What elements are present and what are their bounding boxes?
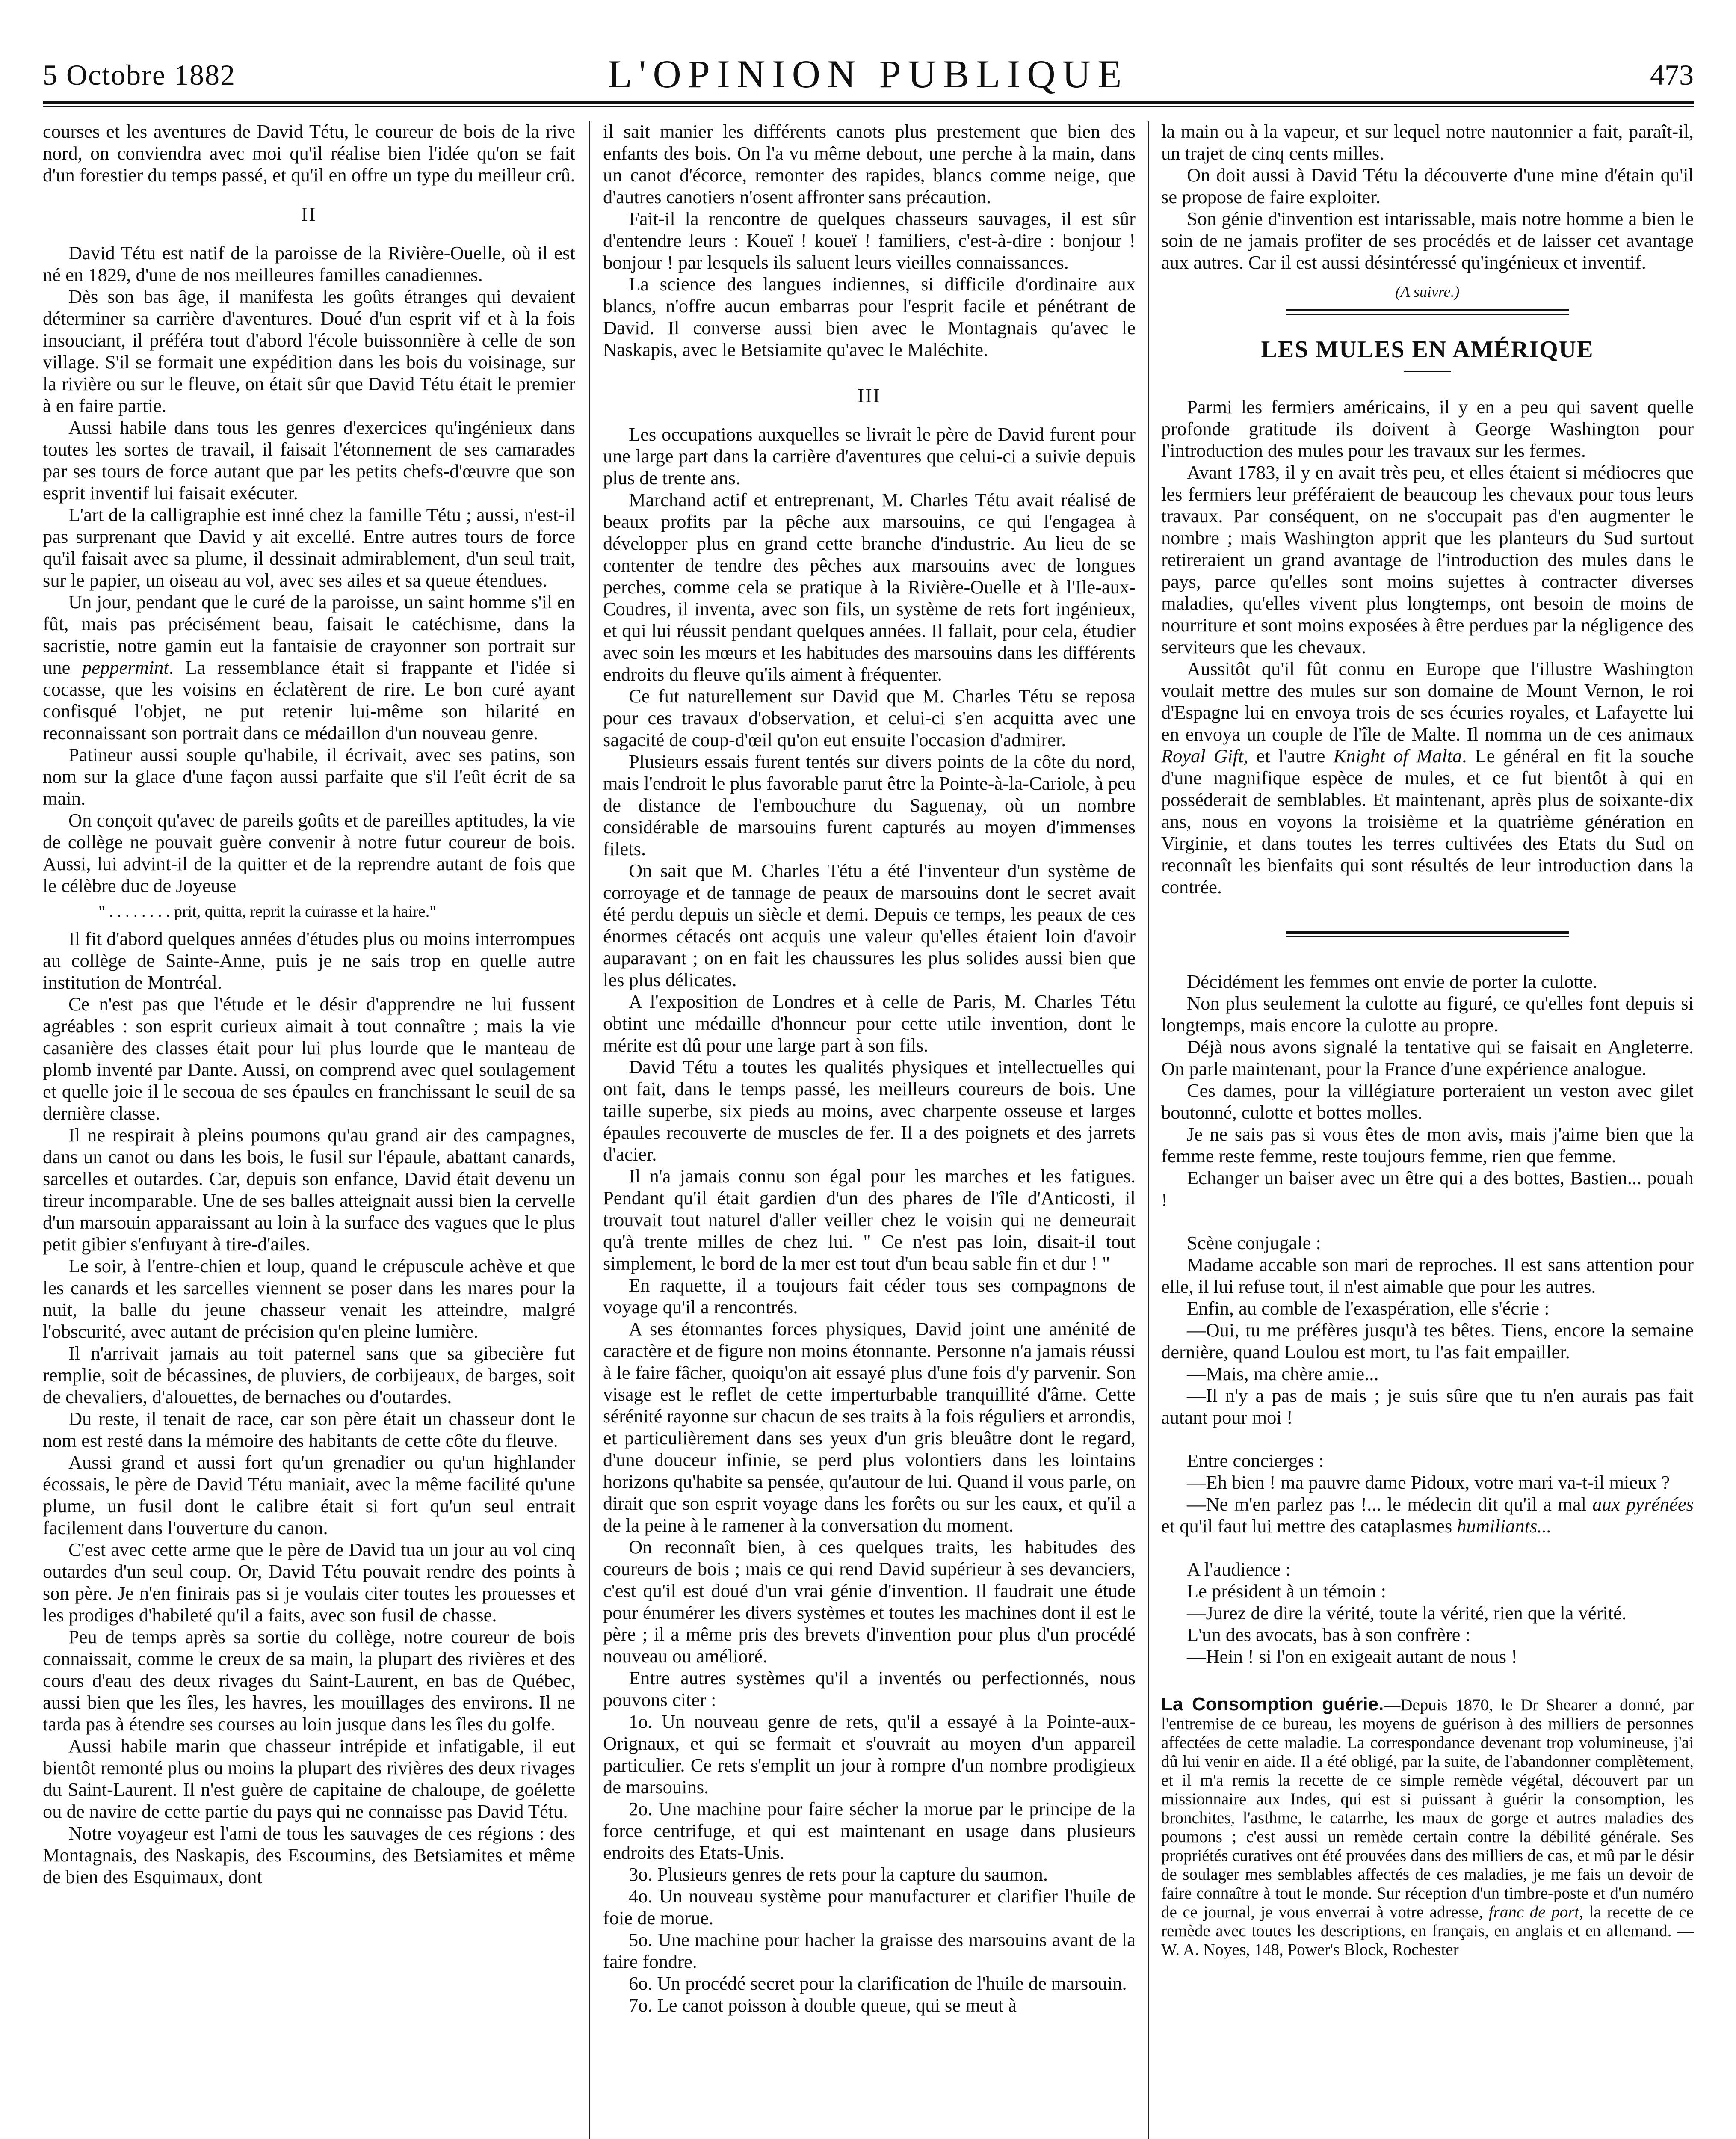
section-heading: II bbox=[301, 203, 317, 225]
paragraph: —Oui, tu me préfères jusqu'à tes bêtes. Tiens, encore la semaine dernière, quand Loulou est mort, tu l'as fait empailler. bbox=[1161, 1319, 1694, 1363]
verse-quote: " . . . . . . . . prit, quitta, reprit la cuirasse et la haire." bbox=[98, 903, 436, 921]
paragraph: Parmi les fermiers américains, il y en a peu qui savent quelle profonde gratitude ils doivent à George Washington pour l'introduction des mules pour les travaux sur les fermes. bbox=[1161, 396, 1694, 461]
masthead bbox=[43, 51, 1694, 107]
list-item: 5o. Une machine pour hacher la graisse des marsouins avant de la faire fondre. bbox=[603, 1929, 1136, 1972]
paragraph: la main ou à la vapeur, et sur lequel notre nautonnier a fait, paraît-il, un trajet de cinq cents milles. bbox=[1161, 121, 1694, 164]
paragraph: L'un des avocats, bas à son confrère : bbox=[1187, 1624, 1470, 1645]
italic-word: aux pyrénées bbox=[1592, 1493, 1694, 1515]
italic-name: Knight of Malta bbox=[1333, 745, 1462, 767]
column-divider bbox=[589, 121, 590, 2139]
paragraph: Du reste, il tenait de race, car son père était un chasseur dont le nom est resté dans la mémoire des habitants de cette côte du fleuve. bbox=[43, 1408, 575, 1451]
italic-word: humiliants... bbox=[1457, 1515, 1552, 1537]
ad-title: La Consomption guérie. bbox=[1161, 1694, 1384, 1715]
paragraph: Ce n'est pas que l'étude et le désir d'apprendre ne lui fussent agréables : son esprit curieux aimait à tout connaître ; mais la vie casanière des classes était pour lui plus lourde que le manteau de plomb inventé par Dante. Aussi, on comprend avec quel soulagement et quelle joie il le secoua de ses épaules en franchissant le seuil de sa dernière classe. bbox=[43, 993, 575, 1124]
article-separator-thin bbox=[1286, 314, 1569, 315]
paragraph: Il ne respirait à pleins poumons qu'au grand air des campagnes, dans un canot ou dans les bois, le fusil sur l'épaule, abattant canards, sarcelles et outardes. Car, depuis son enfance, David était devenu un tireur incomparable. Une de ses balles atteignait aussi bien la cervelle d'un marsouin apparaissant au loin à la surface des vagues que le plus petit gibier s'enfuyant à tire-d'ailes. bbox=[43, 1124, 575, 1255]
paragraph bbox=[43, 591, 575, 744]
text-run: Aussitôt qu'il fût connu en Europe que l'illustre Washington voulait mettre des mules sur son domaine de Mount Vernon, le roi d'Espagne lui en envoya trois de ses écuries royales, et Lafayette lui en envoya un couple de l'île de Malte. Il nomma un de ces animaux bbox=[1161, 658, 1694, 745]
paragraph: On conçoit qu'avec de pareils goûts et de pareilles aptitudes, la vie de collège ne pouvait guère convenir à notre futur coureur de bois. Aussi, lui advint-il de la quitter et de la reprendre autant de fois que le célèbre duc de Joyeuse bbox=[43, 809, 575, 896]
column-2 bbox=[603, 121, 1136, 2139]
paragraph: Marchand actif et entreprenant, M. Charles Tétu avait réalisé de beaux profits par la pêche aux marsouins, ce qui l'engagea à développer plus en grand cette branche d'industrie. Au lieu de se contenter de tendre des pêches aux marsouins avec de longues perches, comme cela se pratique à la Rivière-Ouelle et à l'Ile-aux-Coudres, il inventa, avec son fils, un système de rets fort ingénieux, et qui lui réussit pendant quelques années. Il fallait, pour cela, étudier avec soin les mœurs et les habitudes des marsouins dans les différents endroits du fleuve qu'ils aiment à fréquenter. bbox=[603, 489, 1136, 685]
paragraph: Patineur aussi souple qu'habile, il écrivait, avec ses patins, son nom sur la glace d'une façon aussi parfaite que s'il l'eût écrit de sa main. bbox=[43, 744, 575, 809]
paragraph: Plusieurs essais furent tentés sur divers points de la côte du nord, mais l'endroit le plus favorable parut être la Pointe-à-la-Cariole, à peu de distance de l'embouchure du Saguenay, où un nombre considérable de marsouins furent capturés au moyen d'immenses filets. bbox=[603, 751, 1136, 859]
text-run: et qu'il faut lui mettre des cataplasmes bbox=[1161, 1515, 1457, 1537]
paragraph: C'est avec cette arme que le père de David tua un jour au vol cinq outardes d'un seul coup. Or, David Tétu pouvait rendre des points à son père. Je n'en finirais pas si je voulais citer toutes les prouesses et les prodiges d'habileté qu'il a faits, avec son fusil de chasse. bbox=[43, 1539, 575, 1626]
column-divider bbox=[1148, 121, 1149, 2139]
paragraph: Il fit d'abord quelques années d'études plus ou moins interrompues au collège de Sainte-Anne, puis je ne sais trop en quelle autre institution de Montréal. bbox=[43, 928, 575, 993]
column-3 bbox=[1161, 121, 1694, 2139]
paragraph: —Eh bien ! ma pauvre dame Pidoux, votre mari va-t-il mieux ? bbox=[1187, 1472, 1670, 1493]
paragraph: Scène conjugale : bbox=[1187, 1232, 1321, 1253]
text-run: . La ressemblance était si frappante et l'idée si cocasse, que les voisins en éclatèrent de rire. Le bon curé ayant confisqué l'objet, ne put retenir lui-même son hilarité en reconnaissant son portrait dans ce médaillon d'un nouveau genre. bbox=[43, 657, 575, 744]
column-1 bbox=[43, 121, 575, 2139]
paragraph: A l'exposition de Londres et à celle de Paris, M. Charles Tétu obtint une médaille d'honneur pour cette utile invention, dont le mérite est dû pour une large part à son fils. bbox=[603, 991, 1136, 1056]
article-separator bbox=[1286, 309, 1569, 311]
section-heading: III bbox=[858, 385, 881, 406]
masthead-rule-thin bbox=[43, 106, 1694, 107]
paragraph: Aussi habile marin que chasseur intrépide et infatigable, il eut bientôt remonté plus ou moins la plupart des rivières des deux rivages du Saint-Laurent. Il n'est guère de capitaine de chaloupe, de goélette ou de navire de cette partie du pays qui ne connaisse pas David Tétu. bbox=[43, 1735, 575, 1822]
article-separator bbox=[1286, 931, 1569, 934]
paragraph: David Tétu est natif de la paroisse de la Rivière-Ouelle, où il est né en 1829, d'une de nos meilleures familles canadiennes. bbox=[43, 242, 575, 285]
paragraph bbox=[1161, 1493, 1694, 1537]
text-run: . Le général en fit la souche d'une magnifique espèce de mules, et ce fut bientôt à qui en posséderait de semblables. Et maintenant, après plus de soixante-dix ans, nous en voyons la troisième et la quatrième génération en Virginie, et dans toutes les terres cultivées des Etats du Sud on reconnaît les bienfaits qui sont résultés de leur introduction dans la contrée. bbox=[1161, 745, 1694, 898]
article-title: LES MULES EN AMÉRIQUE bbox=[1261, 336, 1594, 363]
to-be-continued: (A suivre.) bbox=[1395, 283, 1460, 300]
paragraph: —Il n'y a pas de mais ; je suis sûre que tu n'en aurais pas fait autant pour moi ! bbox=[1161, 1385, 1694, 1428]
paragraph: Dès son bas âge, il manifesta les goûts étranges qui devaient déterminer sa carrière d'aventures. Doué d'un esprit vif et à la fois insouciant, il préféra tout d'abord l'école buissonnière à celle de son village. S'il se formait une expédition dans les bois du voisinage, sur la rivière ou sur le fleuve, on était sûr que David Tétu était le premier à en faire partie. bbox=[43, 286, 575, 416]
text-run: , et l'autre bbox=[1243, 745, 1334, 767]
paragraph: Son génie d'invention est intarissable, mais notre homme a bien le soin de ne jamais profiter de ses procédés et de laisser cet avantage aux autres. Car il est aussi désintéressé qu'ingénieux et inventif. bbox=[1161, 208, 1694, 273]
paragraph: L'art de la calligraphie est inné chez la famille Tétu ; aussi, n'est-il pas surprenant que David y ait excellé. Entre autres tours de force qu'il faisait avec sa plume, il dessinait admirablement, d'un seul trait, sur le papier, un oiseau au vol, avec ses ailes et sa queue étendues. bbox=[43, 504, 575, 591]
text-run: Un jour, pendant que le curé de la paroisse, un saint homme s'il en fût, mais pas précisément beau, faisait le catéchisme, dans la sacristie, notre gamin eut la fantaisie de crayonner son portrait sur une bbox=[43, 591, 575, 678]
list-item: 3o. Plusieurs genres de rets pour la capture du saumon. bbox=[629, 1863, 1048, 1885]
paragraph: Ces dames, pour la villégiature porteraient un veston avec gilet boutonné, culotte et bottes molles. bbox=[1161, 1080, 1694, 1123]
paragraph: A l'audience : bbox=[1187, 1558, 1291, 1580]
advertisement bbox=[1161, 1695, 1694, 1959]
paragraph: Echanger un baiser avec un être qui a des bottes, Bastien... pouah ! bbox=[1161, 1167, 1694, 1210]
paragraph bbox=[1161, 658, 1694, 898]
paragraph: Aussi grand et aussi fort qu'un grenadier ou qu'un highlander écossais, le père de David Tétu maniait, avec la même facilité qu'une plume, un fusil dont le calibre était si fort qu'un seul entrait facilement dans l'ouverture du canon. bbox=[43, 1452, 575, 1538]
italic-word: peppermint bbox=[82, 657, 169, 678]
paragraph: —Jurez de dire la vérité, toute la vérité, rien que la vérité. bbox=[1187, 1602, 1627, 1624]
paragraph: Il n'arrivait jamais au toit paternel sans que sa gibecière fut remplie, soit de bécassines, de pluviers, de corbijeaux, de barges, soit de chevaliers, d'alouettes, de bernaches ou d'outardes. bbox=[43, 1342, 575, 1407]
text-run: —Depuis 1870, le Dr Shearer a donné, par l'entremise de ce bureau, les moyens de guérison à des milliers de personnes affectées de cette maladie. La correspondance devenant trop volumineuse, j'ai dû lui venir en aide. Il a été obligé, par la suite, de l'abandonner complètement, et il m'a remis la recette de ce simple remède végétal, découvert par un missionnaire aux Indes, qui est si puissant à guérir la consomption, les bronchites, l'asthme, le catarrhe, les maux de gorge et autres maladies des poumons ; c'est aussi un remède certain contre la débilité générale. Ses propriétés curatives ont été prouvées dans des milliers de cas, et mû par le désir de soulager mes semblables affectés de ces maladies, je me fais un devoir de faire connaître à tout le monde. Sur réception d'un timbre-poste et d'un numéro de ce journal, je vous enverrai à votre adresse, bbox=[1161, 1696, 1694, 1921]
paragraph: Aussi habile dans tous les genres d'exercices qu'ingénieux dans toutes les sortes de travail, il faisait l'étonnement de ses camarades par ses tours de force autant que par les petits chefs-d'œuvre que son esprit inventif lui faisait exécuter. bbox=[43, 417, 575, 504]
paragraph: Fait-il la rencontre de quelques chasseurs sauvages, il est sûr d'entendre leurs : Koueï ! koueï ! familiers, c'est-à-dire : bonjour ! bonjour ! par lesquels ils saluent leurs vieilles connaissances. bbox=[603, 208, 1136, 273]
paragraph: —Mais, ma chère amie... bbox=[1187, 1363, 1379, 1384]
paragraph: Décidément les femmes ont envie de porter la culotte. bbox=[1187, 971, 1598, 992]
paragraph: En raquette, il a toujours fait céder tous ses compagnons de voyage qu'il a rencontrés. bbox=[603, 1274, 1136, 1318]
paragraph: Avant 1783, il y en avait très peu, et elles étaient si médiocres que les fermiers leur préféraient de beaucoup les chevaux pour tous leurs travaux. Par conséquent, on ne s'occupait pas d'en augmenter le nombre ; mais Washington apprit que les planteurs du Sud surtout retireraient un grand avantage de l'introduction des mules dans le pays, parce qu'elles sont moins sujettes à contracter diverses maladies, qu'elles vivent plus longtemps, ont besoin de moins de nourriture et sont moins exposées à être perdues par la négligence des serviteurs que les chevaux. bbox=[1161, 462, 1694, 658]
masthead-rule bbox=[43, 101, 1694, 104]
list-item: 1o. Un nouveau genre de rets, qu'il a essayé à la Pointe-aux-Orignaux, et qui se fermait et s'ouvrait au moyen d'un appareil particulier. Ce rets s'emplit un jour à rompre d'un nombre prodigieux de marsouins. bbox=[603, 1711, 1136, 1798]
paragraph: courses et les aventures de David Tétu, le coureur de bois de la rive nord, on conviendra avec moi qu'il réalise bien l'idée qu'on se fait d'un forestier du temps passé, et qu'il en offre un type du meilleur crû. bbox=[43, 121, 575, 186]
paragraph: Le président à un témoin : bbox=[1187, 1580, 1386, 1602]
paragraph: Le soir, à l'entre-chien et loup, quand le crépuscule achève et que les canards et les sarcelles viennent se poser dans les mares pour la nuit, la balle du jeune chasseur venait les atteindre, malgré l'obscurité, avec autant de précision qu'en pleine lumière. bbox=[43, 1255, 575, 1342]
page-number: 473 bbox=[1650, 59, 1694, 91]
list-item: 2o. Une machine pour faire sécher la morue par le principe de la force centrifuge, et qui est maintenant en usage dans plusieurs endroits des Etats-Unis. bbox=[603, 1798, 1136, 1863]
paragraph: Entre autres systèmes qu'il a inventés ou perfectionnés, nous pouvons citer : bbox=[603, 1667, 1136, 1710]
paragraph: Notre voyageur est l'ami de tous les sauvages de ces régions : des Montagnais, des Naskapis, des Escoumins, des Betsiamites et même de bien des Esquimaux, dont bbox=[43, 1822, 575, 1887]
paragraph: David Tétu a toutes les qualités physiques et intellectuelles qui ont fait, dans le temps passé, les meilleurs coureurs de bois. Une taille superbe, six pieds au moins, avec charpente osseuse et larges épaules recouverte de muscles de fer. Il a des poignets et des jarrets d'acier. bbox=[603, 1056, 1136, 1165]
paragraph: A ses étonnantes forces physiques, David joint une aménité de caractère et de figure non moins étonnante. Personne n'a jamais réussi à le faire fâcher, quoiqu'on ait essayé plus d'une fois d'y parvenir. Son visage est le reflet de cette imperturbable tranquillité d'âme. Cette sérénité rayonne sur chacun de ses traits à la fois réguliers et arrondis, et particulièrement dans ses yeux d'un gris bleuâtre dont le regard, d'une douceur infinie, se perd plus volontiers dans les lointains horizons qu'habite sa pensée, qu'autour de lui. Quand il vous parle, on dirait que son esprit voyage dans les forêts ou sur les eaux, et qu'il a de la peine à le ramener à la conversation du moment. bbox=[603, 1318, 1136, 1536]
list-item: 4o. Un nouveau système pour manufacturer et clarifier l'huile de foie de morue. bbox=[603, 1885, 1136, 1929]
list-item: 7o. Le canot poisson à double queue, qui se meut à bbox=[629, 1994, 1017, 2016]
italic-word: franc de port bbox=[1488, 1903, 1579, 1921]
paragraph: il sait manier les différents canots plus prestement que bien des enfants des bois. On l'a vu même debout, une perche à la main, dans un canot d'écorce, remonter des rapides, blancs comme neige, que d'autres canotiers n'osent affronter sans précaution. bbox=[603, 121, 1136, 207]
paragraph: Ce fut naturellement sur David que M. Charles Tétu se reposa pour ces travaux d'observation, et celui-ci s'en acquitta avec une sagacité de coup-d'œil qu'on eut ensuite l'occasion d'admirer. bbox=[603, 685, 1136, 750]
title-rule bbox=[1404, 371, 1451, 372]
paragraph: Je ne sais pas si vous êtes de mon avis, mais j'aime bien que la femme reste femme, reste toujours femme, rien que femme. bbox=[1161, 1123, 1694, 1167]
issue-date: 5 Octobre 1882 bbox=[43, 59, 236, 91]
paragraph: Enfin, au comble de l'exaspération, elle s'écrie : bbox=[1187, 1298, 1550, 1319]
paragraph: On sait que M. Charles Tétu a été l'inventeur d'un système de corroyage et de tannage de peaux de marsouins dont le secret avait été perdu depuis un siècle et demi. Depuis ce temps, les peaux de ces énormes cétacés ont acquis une valeur qu'elles étaient loin d'avoir auparavant ; on en fait les chaussures les plus solides aussi bien que les plus délicates. bbox=[603, 860, 1136, 990]
paragraph: La science des langues indiennes, si difficile d'ordinaire aux blancs, n'offre aucun embarras pour l'esprit facile et pénétrant de David. Il converse aussi bien avec le Montagnais qu'avec le Naskapis, avec le Betsiamite qu'avec le Maléchite. bbox=[603, 273, 1136, 360]
text-run: —Ne m'en parlez pas !... le médecin dit qu'il a mal bbox=[1187, 1493, 1593, 1515]
paragraph: On reconnaît bien, à ces quelques traits, les habitudes des coureurs de bois ; mais ce qui rend David supérieur à ses devanciers, c'est qu'il est doué d'un vrai génie d'invention. Il faudrait une étude pour énumérer les divers systèmes et toutes les machines dont il est le père ; il a même pris des brevets d'invention pour plus d'un procédé nouveau ou amélioré. bbox=[603, 1536, 1136, 1667]
paragraph: Il n'a jamais connu son égal pour les marches et les fatigues. Pendant qu'il était gardien d'un des phares de l'île d'Anticosti, il trouvait tout naturel d'aller veiller chez le voisin qui ne demeurait qu'à trente milles de chez lui. " Ce n'est pas loin, disait-il tout simplement, le bord de la mer est tout d'un beau sable fin et dur ! " bbox=[603, 1165, 1136, 1274]
paragraph: Peu de temps après sa sortie du collège, notre coureur de bois connaissait, comme le creux de sa main, la plupart des rivières et des cours d'eau des deux rivages du Saint-Laurent, en bas de Québec, aussi bien que les îles, les havres, les mouillages des environs. Il ne tarda pas à étendre ses courses au loin jusque dans les îles du golfe. bbox=[43, 1626, 575, 1735]
text-run: , la recette de ce remède avec toutes les descriptions, en français, en anglais et en allemand. — W. A. Noyes, 148, Power's Block, Rochester bbox=[1161, 1903, 1694, 1959]
paragraph: —Hein ! si l'on en exigeait autant de nous ! bbox=[1187, 1646, 1517, 1667]
paragraph: Madame accable son mari de reproches. Il est sans attention pour elle, il lui refuse tout, il n'est aimable que pour les autres. bbox=[1161, 1254, 1694, 1297]
list-item: 6o. Un procédé secret pour la clarification de l'huile de marsouin. bbox=[629, 1973, 1127, 1994]
paragraph: On doit aussi à David Tétu la découverte d'une mine d'étain qu'il se propose de faire exploiter. bbox=[1161, 164, 1694, 207]
paragraph: Déjà nous avons signalé la tentative qui se faisait en Angleterre. On parle maintenant, pour la France d'une expérience analogue. bbox=[1161, 1036, 1694, 1079]
paragraph: Les occupations auxquelles se livrait le père de David furent pour une large part dans la carrière d'aventures que celui-ci a suivie depuis plus de trente ans. bbox=[603, 424, 1136, 489]
italic-name: Royal Gift bbox=[1161, 745, 1244, 767]
newspaper-title: L'OPINION PUBLIQUE bbox=[608, 52, 1129, 96]
paragraph: Non plus seulement la culotte au figuré, ce qu'elles font depuis si longtemps, mais encore la culotte au propre. bbox=[1161, 992, 1694, 1036]
paragraph: Entre concierges : bbox=[1187, 1450, 1324, 1471]
